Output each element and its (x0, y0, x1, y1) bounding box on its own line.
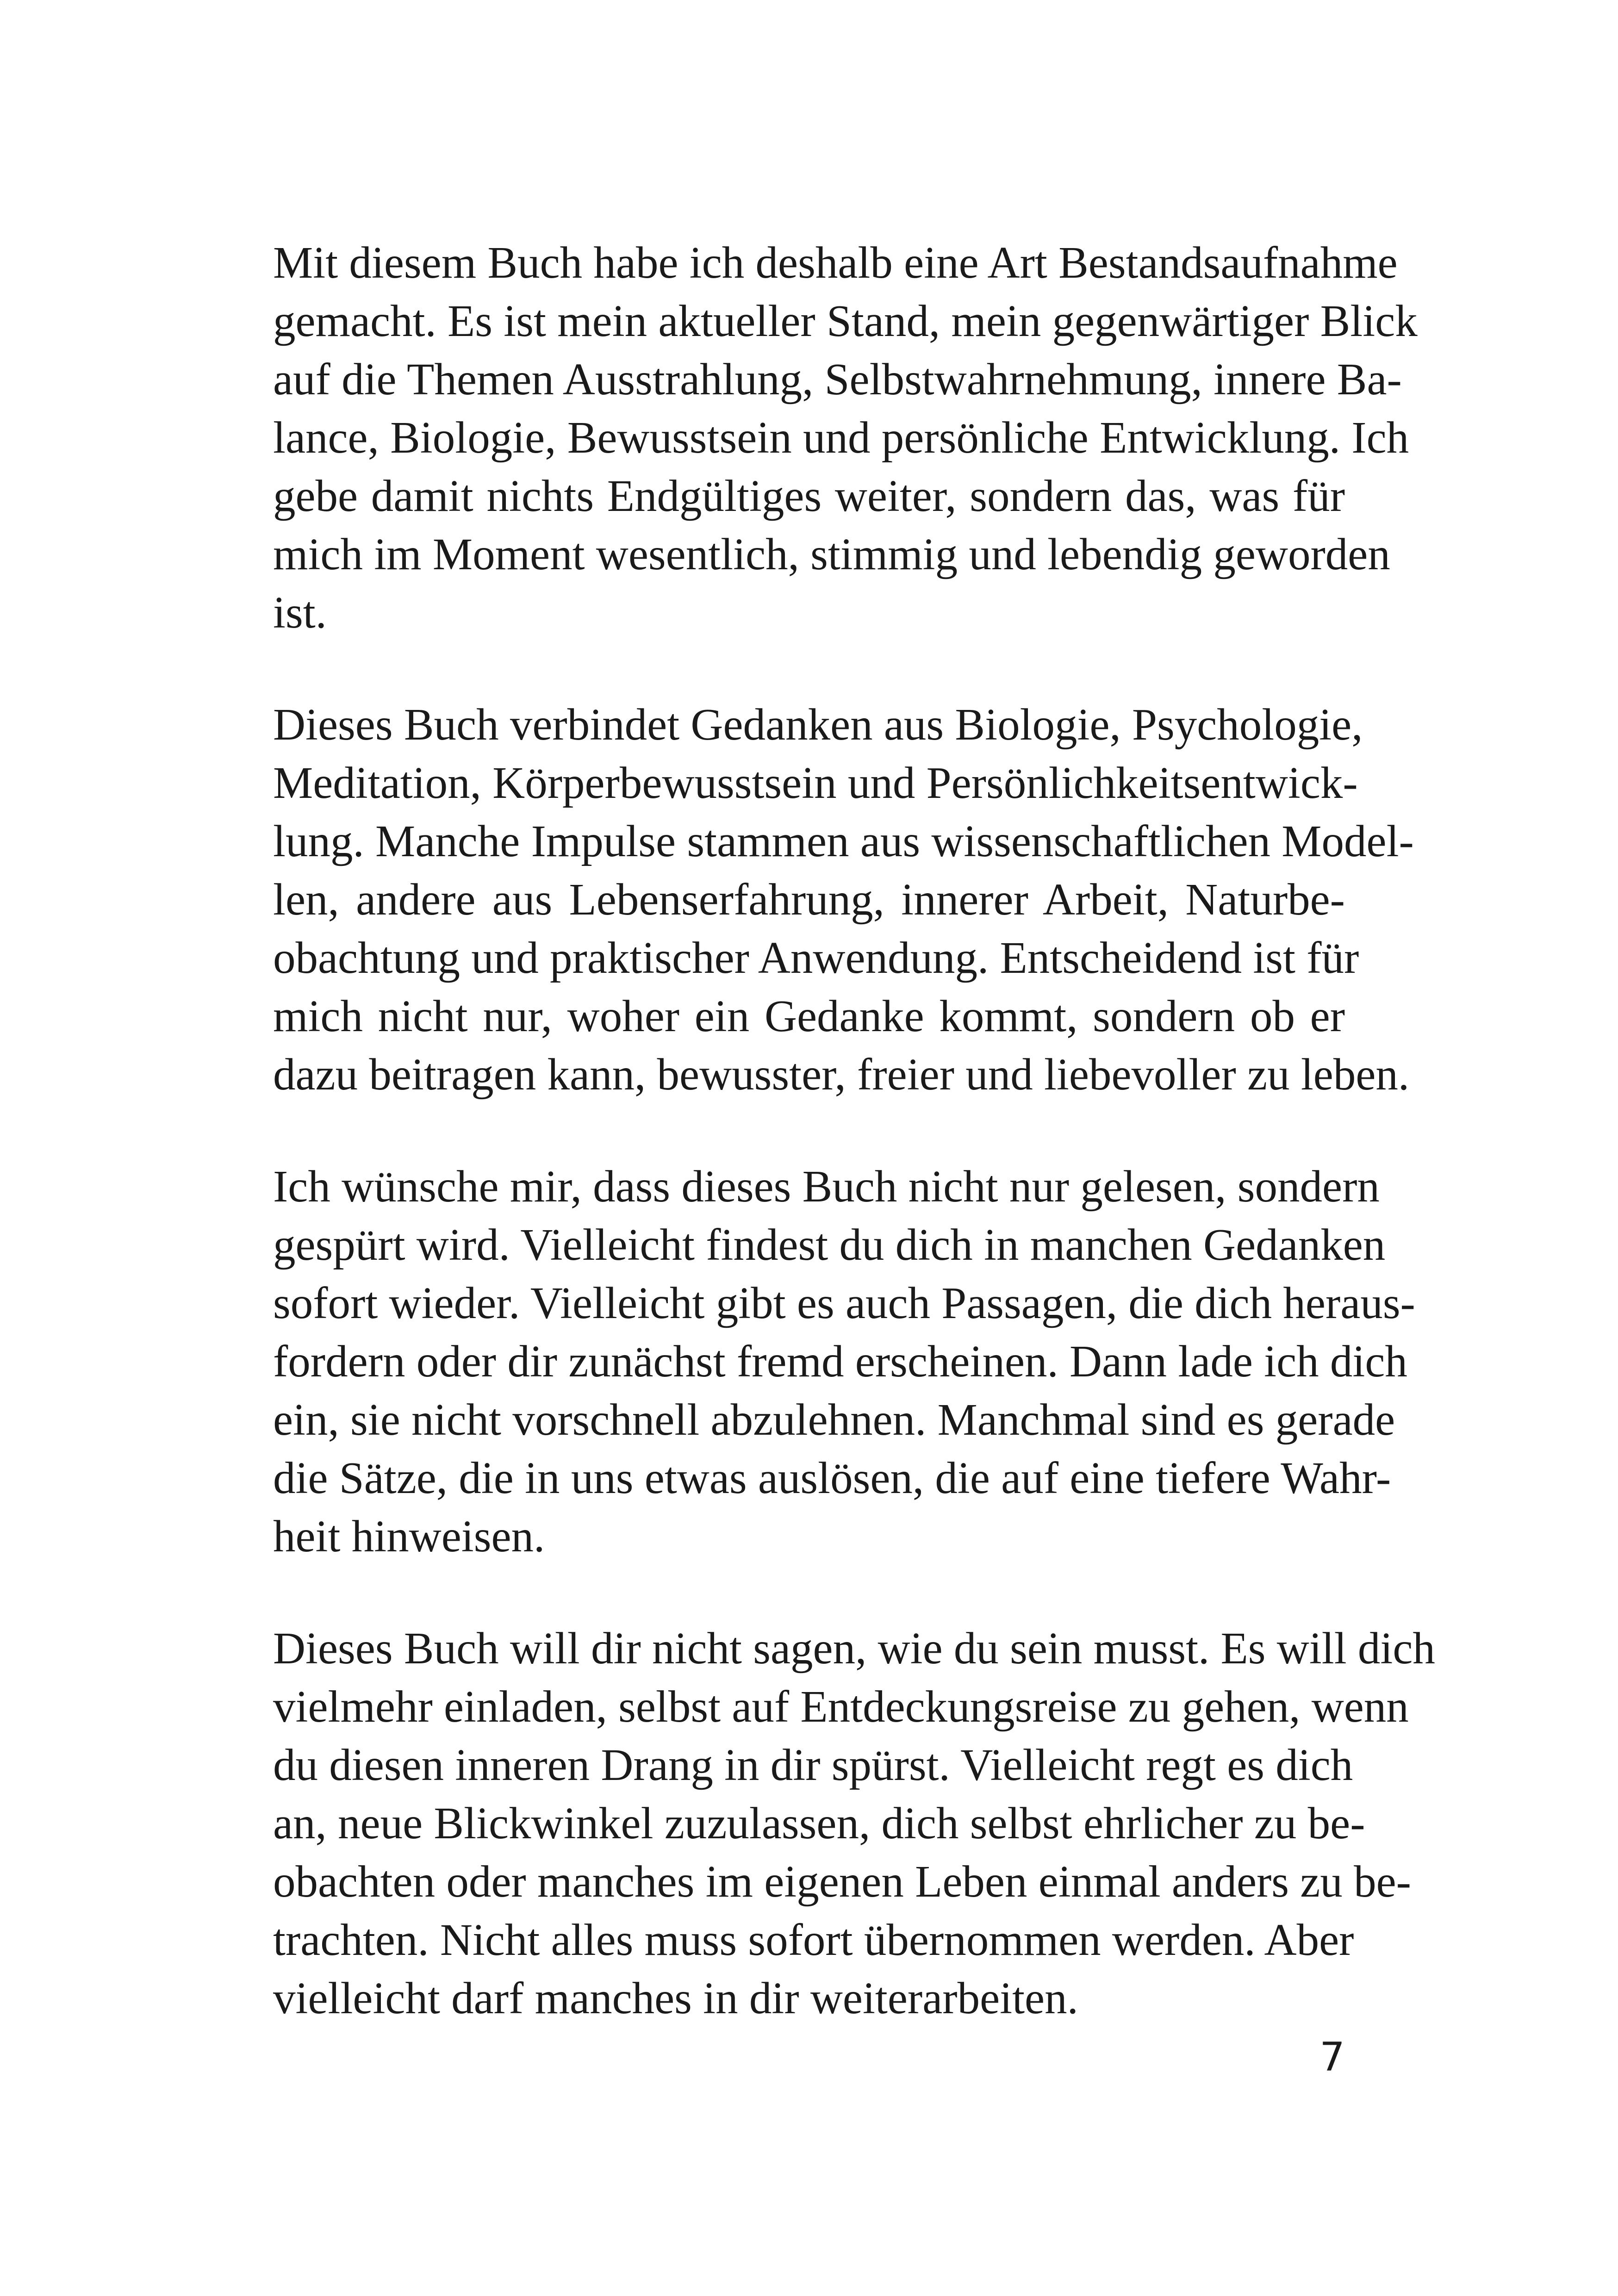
text-line: fordern oder dir zunächst fremd erscheinen. Dann lade ich dich (273, 1337, 1407, 1386)
text-line: an, neue Blickwinkel zuzulassen, dich selbst ehrlicher zu be- (273, 1798, 1365, 1848)
paragraph-3 (273, 1157, 1415, 1566)
text-line: ein, sie nicht vorschnell abzulehnen. Manchmal sind es gerade (273, 1395, 1395, 1444)
text-line: die Sätze, die in uns etwas auslösen, die auf eine tiefere Wahr- (273, 1453, 1391, 1503)
text-line: vielleicht darf manches in dir weiterarbeiten. (273, 1973, 1078, 2023)
text-line: len, andere aus Lebenserfahrung, innerer Arbeit, Naturbe- (273, 875, 1345, 924)
text-line: gebe damit nichts Endgültiges weiter, sondern das, was für (273, 471, 1345, 521)
text-line: lung. Manche Impulse stammen aus wissenschaftlichen Model- (273, 816, 1414, 866)
text-line: ist. (273, 588, 327, 637)
text-line: Mit diesem Buch habe ich deshalb eine Art Bestandsaufnahme (273, 238, 1398, 287)
page-number: 7 (1319, 2034, 1345, 2080)
text-line: lance, Biologie, Bewusstsein und persönliche Entwicklung. Ich (273, 413, 1409, 462)
text-line: sofort wieder. Vielleicht gibt es auch Passagen, die dich heraus- (273, 1278, 1415, 1328)
text-line: obachten oder manches im eigenen Leben einmal anders zu be- (273, 1857, 1411, 1906)
text-line: heit hinweisen. (273, 1512, 545, 1561)
text-line: gespürt wird. Vielleicht findest du dich in manchen Gedanken (273, 1220, 1386, 1269)
text-line: obachtung und praktischer Anwendung. Entscheidend ist für (273, 933, 1359, 983)
paragraph-4 (273, 1619, 1435, 2028)
text-line: mich im Moment wesentlich, stimmig und lebendig geworden (273, 529, 1390, 579)
text-line: gemacht. Es ist mein aktueller Stand, mein gegenwärtiger Blick (273, 296, 1418, 346)
body-text (273, 234, 1435, 2081)
text-line: Dieses Buch will dir nicht sagen, wie du sein musst. Es will dich (273, 1624, 1435, 1673)
text-line: vielmehr einladen, selbst auf Entdeckungsreise zu gehen, wenn (273, 1682, 1409, 1731)
text-line: trachten. Nicht alles muss sofort übernommen werden. Aber (273, 1915, 1354, 1965)
paragraph-2 (273, 696, 1414, 1104)
text-line: mich nicht nur, woher ein Gedanke kommt, sondern ob er (273, 991, 1345, 1041)
text-line: du diesen inneren Drang in dir spürst. Vielleicht regt es dich (273, 1740, 1353, 1790)
paragraph-1 (273, 234, 1418, 642)
text-line: Ich wünsche mir, dass dieses Buch nicht nur gelesen, sondern (273, 1162, 1380, 1211)
text-line: Dieses Buch verbindet Gedanken aus Biologie, Psychologie, (273, 700, 1363, 749)
text-line: dazu beitragen kann, bewusster, freier und liebevoller zu leben. (273, 1050, 1410, 1099)
text-line: auf die Themen Ausstrahlung, Selbstwahrnehmung, innere Ba- (273, 355, 1402, 404)
text-line: Meditation, Körperbewusstsein und Persönlichkeitsentwick- (273, 758, 1358, 808)
